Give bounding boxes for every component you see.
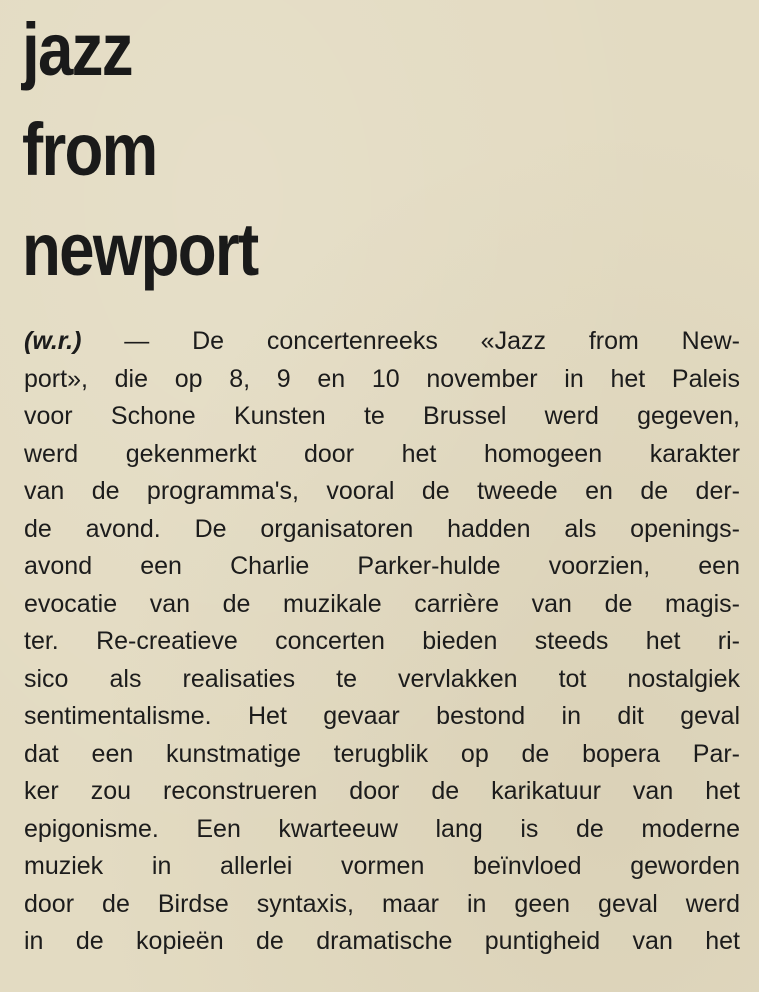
article-headline xyxy=(22,0,257,300)
headline-line-2: from xyxy=(22,108,157,191)
article-line: ker zou reconstrueren door de karikatuur van het xyxy=(24,777,740,805)
article-line: door de Birdse syntaxis, maar in geen geval werd xyxy=(24,889,740,918)
article-line: muziek in allerlei vormen beïnvloed geworden xyxy=(24,852,740,880)
article-line: sico als realisaties te vervlakken tot nostalgiek xyxy=(24,664,740,693)
headline-line-1: jazz xyxy=(22,8,132,91)
article-line: voor Schone Kunsten te Brussel werd gegeven, xyxy=(24,402,740,430)
article-byline: (w.r.) xyxy=(24,327,82,355)
article-line: avond een Charlie Parker-hulde voorzien, een xyxy=(24,552,740,580)
article-line: port», die op 8, 9 en 10 november in het Paleis xyxy=(24,364,740,393)
article-line: evocatie van de muzikale carrière van de magis- xyxy=(24,589,740,618)
article-line: ter. Re-creatieve concerten bieden steeds het ri- xyxy=(24,627,740,655)
headline-line-3: newport xyxy=(22,208,258,291)
article-line: werd gekenmerkt door het homogeen karakter xyxy=(24,439,740,468)
article-line: de avond. De organisatoren hadden als openings- xyxy=(24,514,740,543)
article-line: epigonisme. Een kwarteeuw lang is de moderne xyxy=(24,814,740,843)
article-body xyxy=(24,323,740,961)
article-line: dat een kunstmatige terugblik op de bopera Par- xyxy=(24,739,740,768)
article-line xyxy=(24,323,740,361)
article-line: sentimentalisme. Het gevaar bestond in dit geval xyxy=(24,702,740,730)
article-line: van de programma's, vooral de tweede en de der- xyxy=(24,477,740,505)
article-line: in de kopieën de dramatische puntigheid van het xyxy=(24,927,740,955)
article-line-text: — De concertenreeks «Jazz from New- xyxy=(81,327,740,355)
